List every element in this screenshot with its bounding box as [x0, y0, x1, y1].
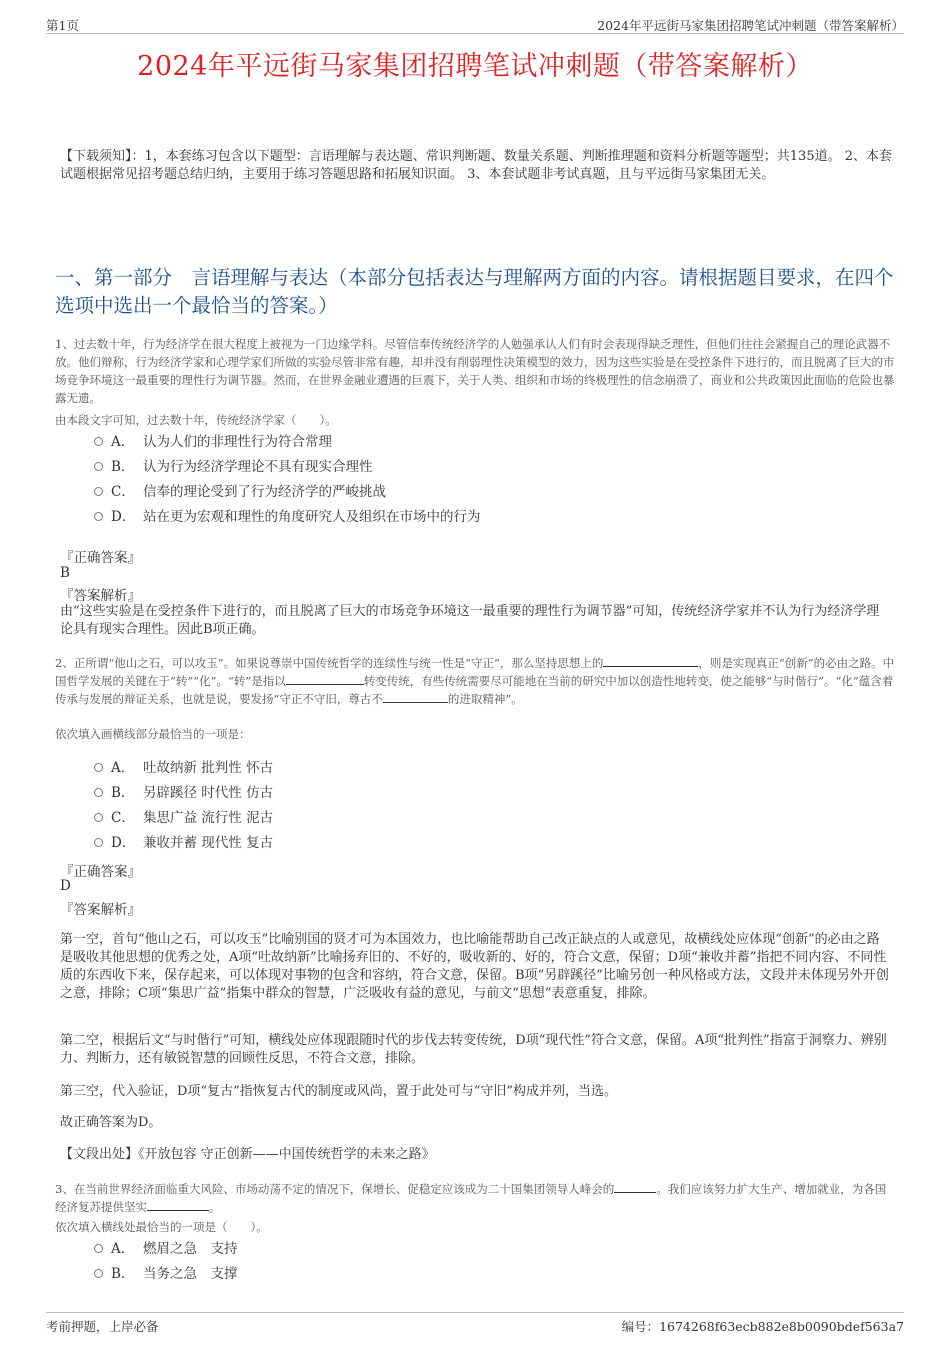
- footer-slogan: 考前押题，上岸必备: [46, 1319, 159, 1334]
- q3-option-b[interactable]: B． 当务之急 支撑: [94, 1264, 238, 1284]
- q1-analysis-label: 『答案解析』: [60, 588, 141, 604]
- section-title: 一、第一部分 言语理解与表达（本部分包括表达与理解两方面的内容。请根据题目要求，在四个选项中选出一个最恰当的答案。）: [55, 266, 894, 317]
- q2-option-c[interactable]: C． 集思广益 流行性 泥古: [94, 808, 273, 828]
- q2-passage: 2、正所谓“他山之石，可以攻玉”。如果说尊崇中国传统哲学的连续性与统一性是“守正”，那么坚持思想上的 ，则是实现真正“创新”的必由之路。中国哲学发展的关键在于“转”“化”。“转”是指以 转变传统，有些传统需要尽可能地在当前的研究中加以创造性地转变，使之能够“与时偕行”。“化”蕴含着传承与发展的辩证关系，也就是说，要发扬“守正不守旧，尊古不 的进取精神”。: [55, 656, 895, 706]
- radio-icon[interactable]: [94, 512, 103, 521]
- q2-analysis-p4: 故正确答案为D。: [60, 1115, 162, 1130]
- q2-option-d[interactable]: D． 兼收并蓄 现代性 复古: [94, 833, 273, 853]
- page-header: [46, 14, 904, 34]
- q3-stem: 依次填入横线处最恰当的一项是（ ）。: [55, 1220, 268, 1234]
- q3-option-a[interactable]: A． 燃眉之急 支持: [94, 1239, 238, 1259]
- q1-option-a[interactable]: A． 认为人们的非理性行为符合常理: [94, 432, 332, 452]
- radio-icon[interactable]: [94, 437, 103, 446]
- download-notice: 【下载须知】：1，本套练习包含以下题型：言语理解与表达题、常识判断题、数量关系题、判断推理题和资料分析题等题型；共135道。 2、本套试题根据常见招考题总结归纳，主要用于练习答题思路和拓展知识面。 3、本套试题非考试真题，且与平远街马家集团无关。: [60, 149, 892, 182]
- q1-option-b[interactable]: B． 认为行为经济学理论不具有现实合理性: [94, 457, 373, 477]
- page-footer: [46, 1312, 904, 1334]
- header-doc-title: 2024年平远街马家集团招聘笔试冲刺题（带答案解析）: [597, 18, 904, 33]
- q2-option-a[interactable]: A． 吐故纳新 批判性 怀古: [94, 758, 273, 778]
- q2-analysis-p1: 第一空，首句“他山之石，可以攻玉”比喻别国的贤才可为本国效力，也比喻能帮助自己改正缺点的人或意见，故横线处应体现“创新”的必由之路是吸收其他思想的优秀之处，A项“吐故纳新”比喻扬弃旧的、不好的，吸收新的、好的，符合文意，保留；D项“兼收并蓄”指把不同内容、不同性质的东西收下来，保存起来，可以体现对事物的包含和容纳，符合文意，保留。B项“另辟蹊径”比喻另创一种风格或方法，文段并未体现另外开创之意，排除；C项“集思广益”指集中群众的智慧，广泛吸收有益的意见，与前文“思想”表意重复，排除。: [60, 932, 889, 1001]
- q1-option-c[interactable]: C． 信奉的理论受到了行为经济学的严峻挑战: [94, 482, 386, 502]
- q2-source: 【文段出处】《开放包容 守正创新——中国传统哲学的未来之路》: [60, 1147, 435, 1162]
- page-number: 第1页: [46, 18, 79, 33]
- q2-stem: 依次填入画横线部分最恰当的一项是：: [55, 727, 251, 741]
- q1-stem: 由本段文字可知，过去数十年，传统经济学家（ ）。: [55, 413, 337, 427]
- radio-icon[interactable]: [94, 838, 103, 847]
- q1-analysis: 由“这些实验是在受控条件下进行的，而且脱离了巨大的市场竞争环境这一最重要的理性行为调节器”可知，传统经济学家并不认为行为经济学理论具有现实合理性。因此B项正确。: [60, 604, 880, 637]
- q2-analysis-p2: 第二空，根据后文“与时偕行”可知，横线处应体现跟随时代的步伐去转变传统，D项“现代性”符合文意，保留。A项“批判性”指富于洞察力、辨别力、判断力，还有敏锐智慧的回顾性反思，不符合文意，排除。: [60, 1033, 887, 1066]
- q3-passage: 3、在当前世界经济面临重大风险、市场动荡不定的情况下，保增长、促稳定应该成为二十国集团领导人峰会的 。我们应该努力扩大生产、增加就业，为各国经济复苏提供坚实 。: [55, 1182, 887, 1214]
- radio-icon[interactable]: [94, 813, 103, 822]
- q1-answer-label: 『正确答案』: [60, 550, 141, 566]
- radio-icon[interactable]: [94, 487, 103, 496]
- document-title: 2024年平远街马家集团招聘笔试冲刺题（带答案解析）: [137, 51, 813, 82]
- q2-analysis-p3: 第三空，代入验证，D项“复古”指恢复古代的制度或风尚，置于此处可与“守旧”构成并列，当选。: [60, 1084, 618, 1099]
- q1-option-d[interactable]: D． 站在更为宏观和理性的角度研究人及组织在市场中的行为: [94, 507, 481, 527]
- radio-icon[interactable]: [94, 763, 103, 772]
- q2-analysis-label: 『答案解析』: [60, 902, 141, 918]
- q1-answer: B: [60, 565, 70, 581]
- q1-passage: 1、过去数十年，行为经济学在很大程度上被视为一门边缘学科。尽管信奉传统经济学的人勉强承认人们有时会表现得缺乏理性，但他们往往会紧握自己的理论武器不放。他们辩称，行为经济学家和心理学家们所做的实验尽管非常有趣，却并没有削弱理性决策模型的效力，因为这些实验是在受控条件下进行的，而且脱离了巨大的市场竞争环境这一最重要的理性行为调节器。然而，在世界金融业遭遇的巨震下，关于人类、组织和市场的终极理性的信念崩溃了，商业和公共政策因此面临的危险也暴露无遗。: [55, 337, 895, 405]
- footer-serial: 编号：1674268f63ecb882e8b0090bdef563a7: [621, 1319, 904, 1334]
- radio-icon[interactable]: [94, 1244, 103, 1253]
- q2-option-b[interactable]: B． 另辟蹊径 时代性 仿古: [94, 783, 273, 803]
- radio-icon[interactable]: [94, 788, 103, 797]
- q2-answer-label: 『正确答案』: [60, 864, 141, 880]
- radio-icon[interactable]: [94, 1269, 103, 1278]
- q2-answer: D: [60, 878, 71, 894]
- radio-icon[interactable]: [94, 462, 103, 471]
